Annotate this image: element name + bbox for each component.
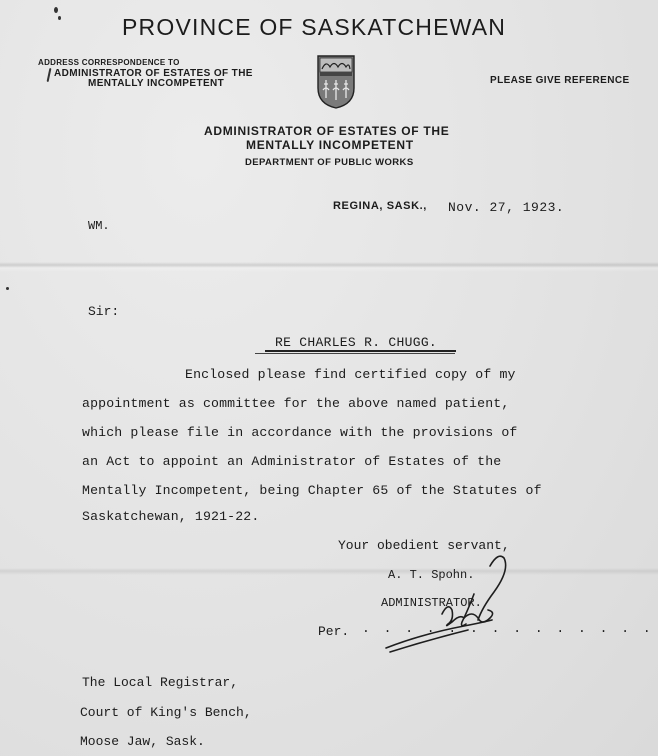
recipient-line: Court of King's Bench,	[80, 705, 252, 720]
department-name: DEPARTMENT OF PUBLIC WORKS	[245, 157, 414, 168]
file-initials: WM.	[88, 219, 110, 233]
coat-of-arms-icon	[316, 54, 356, 110]
body-text-line: which please file in accordance with the provisions of	[82, 425, 518, 440]
signer-name: A. T. Spohn.	[388, 568, 475, 582]
handwritten-signature	[382, 548, 512, 654]
recipient-line: Moose Jaw, Sask.	[80, 734, 205, 749]
recipient-line: The Local Registrar,	[82, 675, 239, 690]
salutation: Sir:	[88, 304, 120, 319]
dateline-place: REGINA, SASK.,	[333, 200, 427, 212]
paper-mark	[58, 16, 61, 20]
body-text-line: Saskatchewan, 1921-22.	[82, 509, 260, 524]
address-correspondence-label: ADDRESS CORRESPONDENCE TO	[38, 58, 180, 67]
paper-mark	[54, 7, 58, 13]
body-text-line: Mentally Incompetent, being Chapter 65 of the Statutes of	[82, 483, 542, 498]
address-correspondence-line: MENTALLY INCOMPETENT	[88, 78, 225, 89]
body-text-line: appointment as committee for the above named patient,	[82, 396, 510, 411]
office-title-line: MENTALLY INCOMPETENT	[246, 138, 414, 152]
letterhead-province: PROVINCE OF SASKATCHEWAN	[122, 14, 507, 40]
paper-mark	[47, 68, 52, 82]
body-text-line: an Act to appoint an Administrator of Estates of the	[82, 454, 502, 469]
body-text-line: Enclosed please find certified copy of my	[185, 367, 516, 382]
signature-dotted-line: . . . . . . . . . . . . . .	[362, 621, 654, 636]
closing-phrase: Your obedient servant,	[338, 538, 510, 553]
subject-line: RE CHARLES R. CHUGG.	[275, 335, 438, 350]
per-label: Per.	[318, 624, 350, 639]
address-correspondence-line: ADMINISTRATOR OF ESTATES OF THE	[54, 68, 253, 79]
reference-note: PLEASE GIVE REFERENCE	[490, 75, 630, 86]
subject-underline	[255, 353, 455, 354]
paper-mark	[6, 287, 9, 290]
signer-title: ADMINISTRATOR.	[381, 596, 482, 610]
subject-underline	[265, 350, 456, 352]
office-title-line: ADMINISTRATOR OF ESTATES OF THE	[204, 124, 450, 138]
dateline-date: Nov. 27, 1923.	[448, 200, 565, 215]
